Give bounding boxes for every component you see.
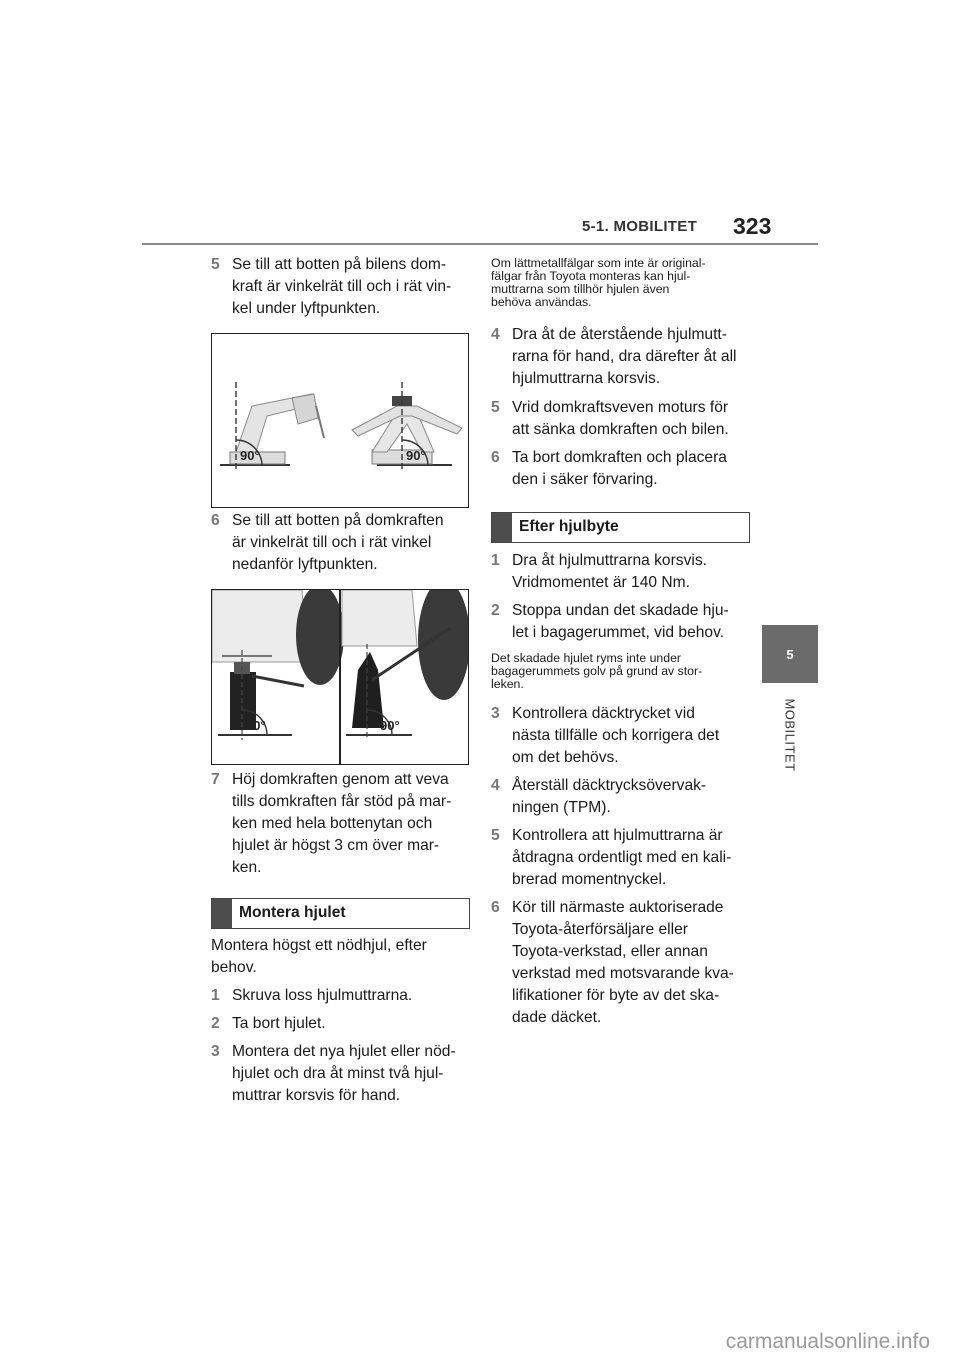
angle-label: 90° xyxy=(246,718,266,733)
step-number: 6 xyxy=(211,512,220,529)
after-step-6 xyxy=(491,897,756,1029)
step-line: Ta bort domkraften och placera xyxy=(512,449,727,466)
step-line: hjulet är högst 3 cm över mar- xyxy=(232,837,440,854)
section-header-mount-wheel xyxy=(211,898,470,929)
step-line: dade däcket. xyxy=(512,1009,602,1026)
step-number: 1 xyxy=(211,987,220,1004)
step-line: rarna för hand, dra därefter åt all xyxy=(512,348,737,365)
mount-step-1 xyxy=(211,985,471,1007)
step-line: Kontrollera däcktrycket vid xyxy=(512,705,695,722)
step-line: Ta bort hjulet. xyxy=(232,1015,326,1032)
step-number: 3 xyxy=(491,705,500,722)
section-header-after-change xyxy=(491,512,750,543)
note-line: Om lättmetallfälgar som inte är original- xyxy=(491,256,706,270)
step-line: verkstad med motsvarande kva- xyxy=(512,965,734,982)
angle-label: 90° xyxy=(240,448,260,463)
step-line: ken. xyxy=(232,859,262,876)
section-marker xyxy=(212,899,232,928)
step-line: den i säker förvaring. xyxy=(512,471,658,488)
chapter-tab: 5 xyxy=(762,625,818,683)
step-line: är vinkelrät till och i rät vinkel xyxy=(232,534,432,551)
angle-label: 90° xyxy=(406,448,426,463)
note-alloy-rims xyxy=(491,257,756,309)
step-7-raise-jack xyxy=(211,769,471,879)
step-number: 2 xyxy=(491,602,500,619)
step-line: Stoppa undan det skadade hju- xyxy=(512,602,729,619)
step-line: att sänka domkraften och bilen. xyxy=(512,421,729,438)
note-damaged-wheel xyxy=(491,652,756,691)
step-line: ningen (TPM). xyxy=(512,799,611,816)
step-6-store-jack xyxy=(491,447,756,491)
step-line: Dra åt de återstående hjulmutt- xyxy=(512,326,727,343)
step-line: Se till att botten på domkraften xyxy=(232,512,444,529)
step-line: Höj domkraften genom att veva xyxy=(232,771,449,788)
step-number: 6 xyxy=(491,899,500,916)
step-line: Kör till närmaste auktoriserade xyxy=(512,899,724,916)
step-line: Toyota-återförsäljare eller xyxy=(512,921,688,938)
note-line: bagagerummets golv på grund av stor- xyxy=(491,664,703,678)
section-heading: 5-1. MOBILITET xyxy=(582,218,698,235)
step-number: 5 xyxy=(491,827,500,844)
mount-intro xyxy=(211,935,471,979)
note-line: leken. xyxy=(491,677,524,691)
step-line: Skruva loss hjulmuttrarna. xyxy=(232,987,413,1004)
step-5-jack-perpendicular xyxy=(211,254,471,320)
mount-step-3 xyxy=(211,1041,471,1107)
section-title: Montera hjulet xyxy=(239,904,346,921)
step-number: 4 xyxy=(491,326,500,343)
note-line: behöva användas. xyxy=(491,295,592,309)
mount-step-2 xyxy=(211,1013,471,1035)
car-body xyxy=(342,590,417,646)
jack-angle-figure xyxy=(211,333,469,508)
step-line: om det behövs. xyxy=(512,749,619,766)
section-marker xyxy=(492,513,512,542)
jack-angle-illustration xyxy=(212,334,468,507)
after-step-5 xyxy=(491,825,756,891)
step-line: nedanför lyftpunkten. xyxy=(232,556,378,573)
chapter-label xyxy=(760,690,820,790)
jack-under-car-figure xyxy=(211,589,469,765)
step-4-tighten-nuts xyxy=(491,324,756,390)
step-line: åtdragna ordentligt med en kali- xyxy=(512,849,732,866)
after-step-3 xyxy=(491,703,756,769)
step-line: Vridmomentet är 140 Nm. xyxy=(512,574,690,591)
step-number: 6 xyxy=(491,449,500,466)
step-line: Dra åt hjulmuttrarna korsvis. xyxy=(512,552,707,569)
step-line: Montera det nya hjulet eller nöd- xyxy=(232,1043,456,1060)
section-title: Efter hjulbyte xyxy=(519,518,619,535)
header-divider xyxy=(142,243,818,245)
step-line: Se till att botten på bilens dom- xyxy=(232,256,447,273)
step-line: muttrar korsvis för hand. xyxy=(232,1087,401,1104)
step-line: Kontrollera att hjulmuttrarna är xyxy=(512,827,723,844)
step-number: 4 xyxy=(491,777,500,794)
step-line: hjulmuttrarna korsvis. xyxy=(512,370,661,387)
step-line: brerad momentnyckel. xyxy=(512,871,667,888)
jack-under-car-illustration xyxy=(212,590,468,764)
step-number: 5 xyxy=(491,399,500,416)
step-number: 5 xyxy=(211,256,220,273)
step-5-lower-jack xyxy=(491,397,756,441)
step-number: 7 xyxy=(211,771,220,788)
step-line: Vrid domkraftsveven moturs för xyxy=(512,399,729,416)
step-line: nästa tillfälle och korrigera det xyxy=(512,727,720,744)
note-line: fälgar från Toyota monteras kan hjul- xyxy=(491,269,691,283)
page-number: 323 xyxy=(733,213,772,239)
after-step-4 xyxy=(491,775,756,819)
step-line: hjulet och dra åt minst två hjul- xyxy=(232,1065,444,1082)
crank-handle xyxy=(316,406,324,438)
step-number: 1 xyxy=(491,552,500,569)
intro-line: Montera högst ett nödhjul, efter xyxy=(211,937,427,954)
step-6-jack-base xyxy=(211,510,471,576)
after-step-1 xyxy=(491,550,756,594)
angle-label: 90° xyxy=(380,718,400,733)
step-line: Återställ däcktrycksövervak- xyxy=(512,777,707,794)
note-line: Det skadade hjulet ryms inte under xyxy=(491,651,682,665)
step-line: kel under lyftpunkten. xyxy=(232,300,381,317)
step-number: 2 xyxy=(211,1015,220,1032)
after-step-2 xyxy=(491,600,756,644)
step-line: ken med hela bottenytan och xyxy=(232,815,433,832)
step-line: let i bagagerummet, vid behov. xyxy=(512,624,725,641)
chapter-label-text: MOBILITET xyxy=(782,698,798,772)
watermark: carmanualsonline.info xyxy=(725,1330,930,1353)
jack-body xyxy=(292,394,318,424)
step-line: tills domkraften får stöd på mar- xyxy=(232,793,452,810)
bottle-jack xyxy=(352,652,384,728)
step-line: Toyota-verkstad, eller annan xyxy=(512,943,708,960)
step-number: 3 xyxy=(211,1043,220,1060)
step-line: kraft är vinkelrät till och i rät vin- xyxy=(232,278,452,295)
note-line: muttrarna som tillhör hjulen även xyxy=(491,282,670,296)
car-body xyxy=(212,590,307,662)
step-line: lifikationer för byte av det ska- xyxy=(512,987,720,1004)
intro-line: behov. xyxy=(211,959,257,976)
